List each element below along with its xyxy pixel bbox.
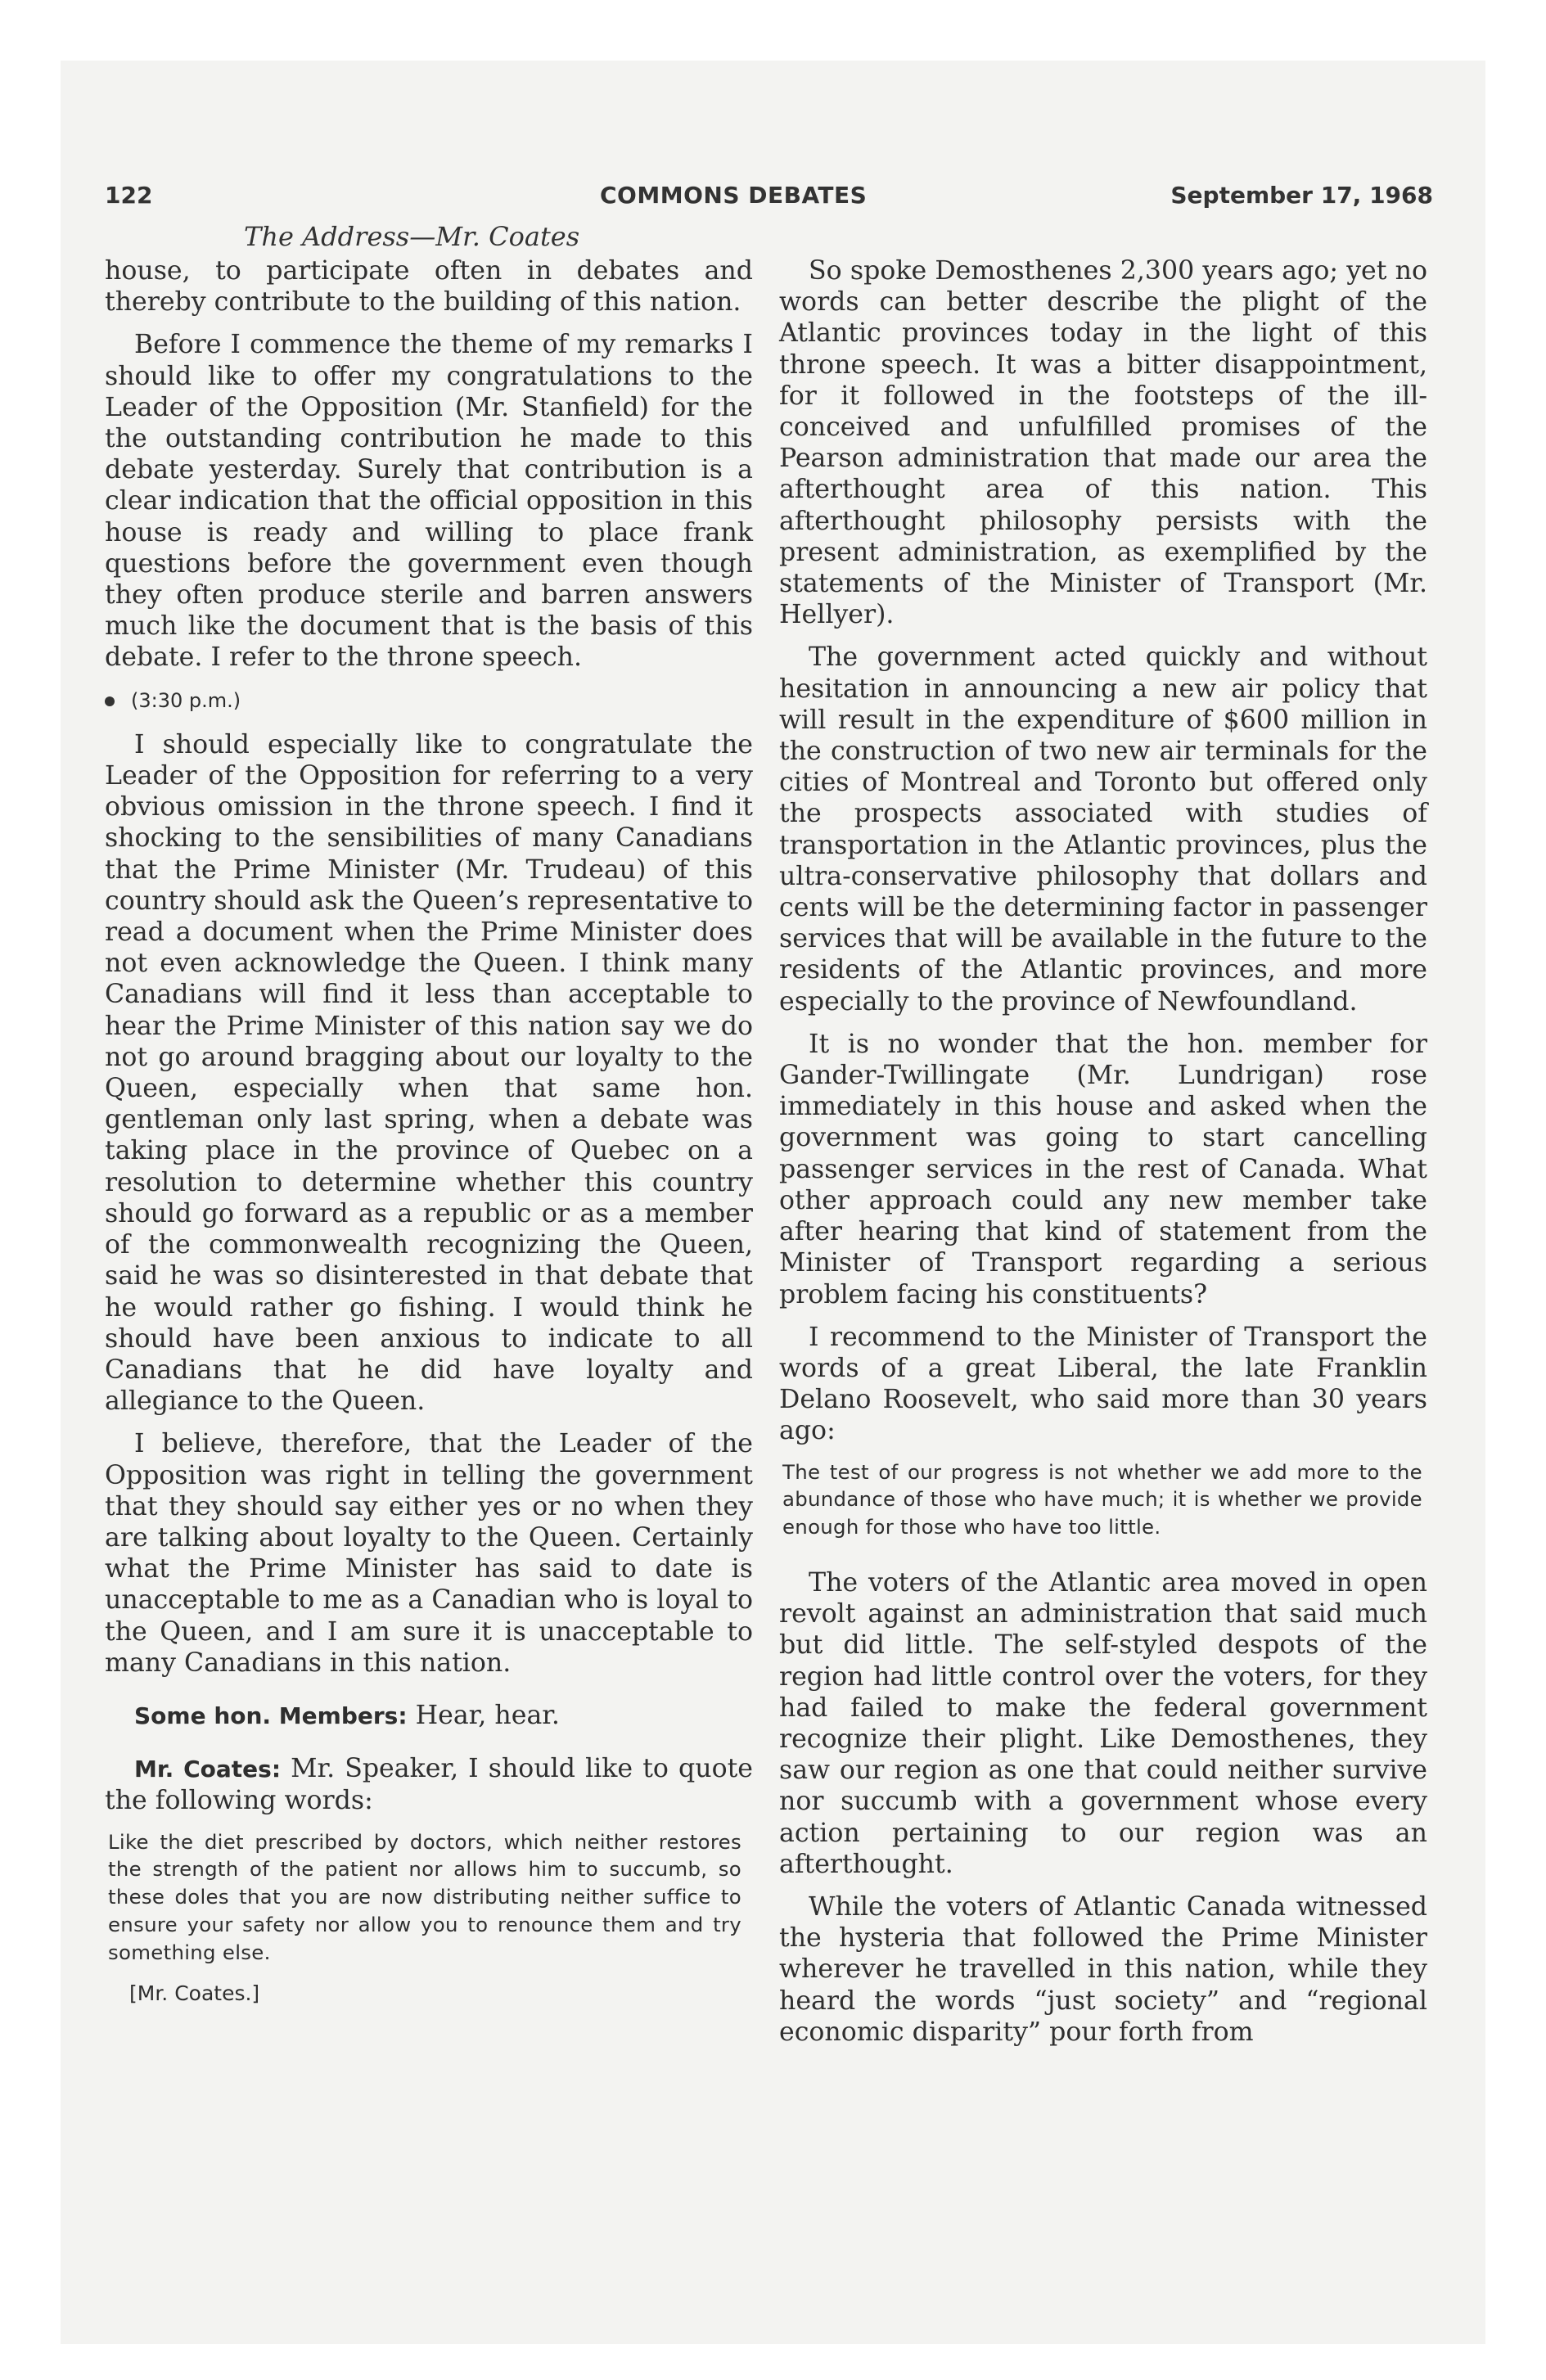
block-quote: Like the diet prescribed by doctors, which neither restores the strength of the patient nor allows him to succumb, so these doles that you are now distributing neither suffice to ensure your safety nor allow you to renounce them and try something else. bbox=[108, 1829, 741, 1964]
page-header bbox=[105, 182, 1433, 219]
speaker-attribution: [Mr. Coates.] bbox=[129, 1981, 260, 2005]
paragraph: I believe, therefore, that the Leader of the Opposition was right in telling the government that they should say either yes or no when they are talking about loyalty to the Queen. Certainly what the Prime Minister has said to date is unacceptable to me as a Canadian who is loyal to the Queen, and I am sure it is unacceptable to many Canadians in this nation. bbox=[105, 1429, 753, 1678]
paragraph: house, to participate often in debates and thereby contribute to the building of this nation. bbox=[105, 256, 753, 318]
speaker-line bbox=[105, 1753, 753, 1816]
speaker-text: Mr. Speaker, I should like to quote the following words: bbox=[105, 1754, 753, 1816]
paragraph: The voters of the Atlantic area moved in open revolt against an administration that said much but did little. The self-styled despots of the region had little control over the voters, for they had failed to make the federal government recognize their plight. Like Demosthenes, they saw our region as one that could neither survive nor succumb with a government whose every action pertaining to our region was an afterthought. bbox=[779, 1567, 1427, 1879]
paragraph: The government acted quickly and without hesitation in announcing a new air policy that will result in the expenditure of $600 million in the construction of two new air terminals for the cities of Montreal and Toronto but offered only the prospects associated with studies of transportation in the Atlantic provinces, plus the ultra-conservative philosophy that dollars and cents will be the determining factor in passenger services that will be available in the future to the residents of the Atlantic provinces, and more especially to the province of Newfoundland. bbox=[779, 642, 1427, 1016]
paragraph: So spoke Demosthenes 2,300 years ago; yet no words can better describe the plight of the Atlantic provinces today in the light of this throne speech. It was a bitter disappointment, for it followed in the footsteps of the ill-conceived and unfulfilled promises of the Pearson administration that made our area the afterthought area of this nation. This afterthought philosophy persists with the present administration, as exemplified by the statements of the Minister of Transport (Mr. Hellyer). bbox=[779, 256, 1427, 630]
paragraph: I recommend to the Minister of Transport the words of a great Liberal, the late Franklin Delano Roosevelt, who said more than 30 years ago: bbox=[779, 1322, 1427, 1446]
paragraph: It is no wonder that the hon. member for Gander-Twillingate (Mr. Lundrigan) rose immediately in this house and asked when the government was going to start cancelling passenger services in the rest of Canada. What other approach could any new member take after hearing that kind of statement from the Minister of Transport regarding a serious problem facing his constituents? bbox=[779, 1029, 1427, 1309]
block-quote: The test of our progress is not whether we add more to the abundance of those who have much; it is whether we provide enough for those who have too little. bbox=[782, 1459, 1422, 1539]
right-column bbox=[779, 255, 1427, 2059]
speaker-text: Hear, hear. bbox=[415, 1700, 560, 1730]
time-stamp: (3:30 p.m.) bbox=[131, 688, 241, 712]
speaker-name: Mr. Coates: bbox=[134, 1756, 282, 1783]
time-marker bbox=[105, 685, 753, 716]
page-number: 122 bbox=[105, 182, 153, 209]
paragraph: While the voters of Atlantic Canada witnessed the hysteria that followed the Prime Minister wherever he travelled in this nation, while they heard the words “just society” and “regional economic disparity” pour forth from bbox=[779, 1891, 1427, 2047]
speaker-name: Some hon. Members: bbox=[134, 1702, 408, 1729]
paragraph: I should especially like to congratulate the Leader of the Opposition for referring to a very obvious omission in the throne speech. I find it shocking to the sensibilities of many Canadians that the Prime Minister (Mr. Trudeau) of this country should ask the Queen’s representative to read a document when the Prime Minister does not even acknowledge the Queen. I think many Canadians will find it less than acceptable to hear the Prime Minister of this nation say we do not go around bragging about our loyalty to the Queen, especially when that same hon. gentleman only last spring, when a debate was taking place in the province of Quebec on a resolution to determine whether this country should go forward as a republic or as a member of the commonwealth recognizing the Queen, said he was so disinterested in that debate that he would rather go fishing. I would think he should have been anxious to indicate to all Canadians that he did have loyalty and allegiance to the Queen. bbox=[105, 729, 753, 1417]
bullet-icon bbox=[105, 696, 115, 706]
running-subheading: The Address—Mr. Coates bbox=[244, 221, 580, 252]
left-column bbox=[105, 255, 753, 2021]
paragraph: Before I commence the theme of my remarks I should like to offer my congratulations to the Leader of the Opposition (Mr. Stanfield) for the the outstanding contribution he made to this debate yesterday. Surely that contribution is a clear indication that the official opposition in this house is ready and willing to place frank questions before the government even though they often produce sterile and barren answers much like the document that is the basis of this debate. I refer to the throne speech. bbox=[105, 330, 753, 673]
publication-title: COMMONS DEBATES bbox=[600, 182, 868, 209]
publication-date: September 17, 1968 bbox=[1170, 182, 1433, 209]
speaker-line bbox=[105, 1700, 753, 1732]
